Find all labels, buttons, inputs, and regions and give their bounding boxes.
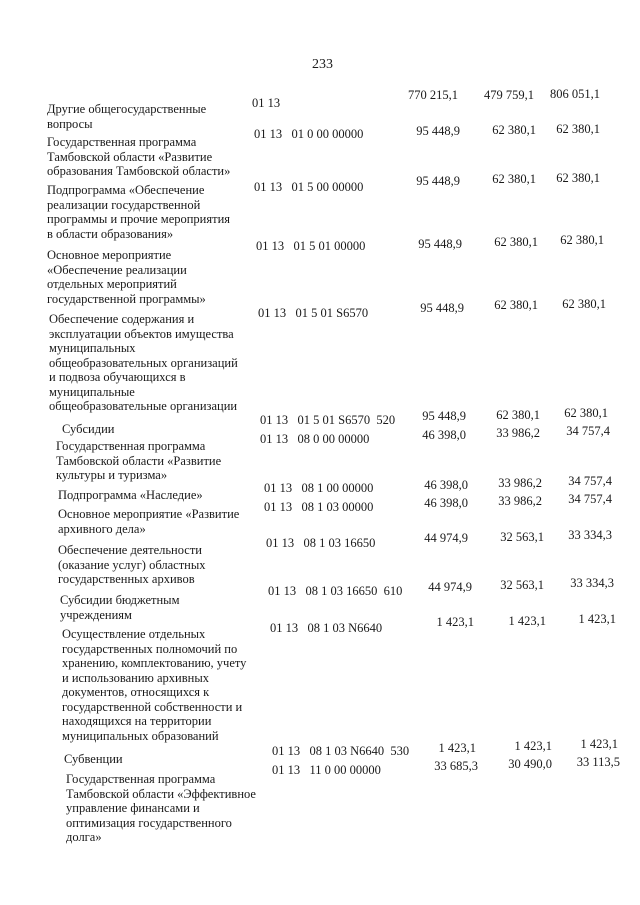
row-name: Обеспечение содержания и эксплуатации объектов имущества муниципальных общеобразовательных организаций и подвоза обучающихся в муниципальные общеобразовательные организации <box>49 312 238 413</box>
row-value-1: 770 215,1 <box>408 88 458 102</box>
row-name: Субсидии бюджетным учреждениям <box>60 593 180 622</box>
row-value-1: 44 974,9 <box>424 531 468 545</box>
row-code: 01 13 01 5 01 S6570 <box>258 306 369 320</box>
row-code: 01 13 <box>252 96 281 110</box>
row-value-2: 30 490,0 <box>508 757 552 771</box>
row-name: Субвенции <box>64 752 123 766</box>
row-value-2: 33 986,2 <box>496 426 540 440</box>
row-value-2: 62 380,1 <box>492 123 536 137</box>
row-name: Осуществление отдельных государственных полномочий по хранению, комплектованию, учету и использованию архивных документов, относящихся к государственной собственности и находящихся на территории муниципальных образований <box>62 627 247 743</box>
row-code: 01 13 01 5 00 00000 <box>254 180 364 194</box>
row-name: Субсидии <box>62 422 115 436</box>
row-value-3: 33 334,3 <box>568 528 612 542</box>
row-name: Другие общегосударственные вопросы <box>47 102 207 131</box>
row-value-3: 62 380,1 <box>556 171 600 185</box>
row-value-1: 95 448,9 <box>420 301 464 315</box>
row-value-3: 1 423,1 <box>578 612 616 626</box>
row-code: 01 13 08 1 03 16650 <box>266 536 376 550</box>
row-code: 01 13 01 5 01 S6570 520 <box>260 413 396 427</box>
row-value-3: 62 380,1 <box>556 122 600 136</box>
row-value-3: 33 113,5 <box>576 755 620 769</box>
row-value-1: 95 448,9 <box>416 174 460 188</box>
row-value-2: 33 986,2 <box>498 476 542 490</box>
row-code: 01 13 08 1 03 00000 <box>264 500 374 514</box>
row-value-1: 95 448,9 <box>422 409 466 423</box>
row-name: Основное мероприятие «Развитие архивного дела» <box>58 507 240 536</box>
row-value-2: 32 563,1 <box>500 530 544 544</box>
row-value-2: 62 380,1 <box>492 172 536 186</box>
row-code: 01 13 01 5 01 00000 <box>256 239 366 253</box>
row-value-1: 33 685,3 <box>434 759 478 773</box>
row-value-3: 34 757,4 <box>568 474 612 488</box>
row-value-1: 95 448,9 <box>416 124 460 138</box>
row-value-1: 44 974,9 <box>428 580 472 594</box>
row-code: 01 13 08 1 03 N6640 <box>270 621 383 635</box>
row-value-2: 62 380,1 <box>494 235 538 249</box>
row-code: 01 13 01 0 00 00000 <box>254 127 364 141</box>
row-value-1: 46 398,0 <box>422 428 466 442</box>
row-value-2: 33 986,2 <box>498 494 542 508</box>
row-name: Обеспечение деятельности (оказание услуг) областных государственных архивов <box>58 543 206 586</box>
row-code: 01 13 08 1 03 16650 610 <box>268 584 403 598</box>
row-value-1: 95 448,9 <box>418 237 462 251</box>
row-value-2: 62 380,1 <box>496 408 540 422</box>
row-value-3: 806 051,1 <box>550 87 600 101</box>
row-name: Государственная программа Тамбовской области «Развитие культуры и туризма» <box>56 439 222 482</box>
row-value-2: 1 423,1 <box>508 614 546 628</box>
page-number: 233 <box>312 57 333 72</box>
row-name: Основное мероприятие «Обеспечение реализации отдельных мероприятий государственной программы» <box>47 248 206 306</box>
row-name: Государственная программа Тамбовской области «Развитие образования Тамбовской области» <box>47 135 231 178</box>
row-value-1: 1 423,1 <box>438 741 476 755</box>
row-value-3: 1 423,1 <box>580 737 618 751</box>
row-value-3: 33 334,3 <box>570 576 614 590</box>
row-value-2: 32 563,1 <box>500 578 544 592</box>
row-code: 01 13 08 1 00 00000 <box>264 481 374 495</box>
row-value-3: 62 380,1 <box>562 297 606 311</box>
row-code: 01 13 11 0 00 00000 <box>272 763 381 777</box>
row-value-3: 34 757,4 <box>568 492 612 506</box>
row-name: Подпрограмма «Обеспечение реализации государственной программы и прочие мероприятия в области образования» <box>47 183 231 241</box>
row-value-1: 46 398,0 <box>424 478 468 492</box>
row-value-2: 479 759,1 <box>484 88 534 102</box>
row-name: Государственная программа Тамбовской области «Эффективное управление финансами и оптимизация государственного долга» <box>66 772 256 844</box>
row-value-2: 1 423,1 <box>514 739 552 753</box>
row-value-2: 62 380,1 <box>494 298 538 312</box>
row-code: 01 13 08 1 03 N6640 530 <box>272 744 410 758</box>
row-value-3: 62 380,1 <box>564 406 608 420</box>
row-code: 01 13 08 0 00 00000 <box>260 432 370 446</box>
row-value-3: 62 380,1 <box>560 233 604 247</box>
row-value-1: 1 423,1 <box>436 615 474 629</box>
row-value-1: 46 398,0 <box>424 496 468 510</box>
row-value-3: 34 757,4 <box>566 424 610 438</box>
row-name: Подпрограмма «Наследие» <box>58 488 203 502</box>
